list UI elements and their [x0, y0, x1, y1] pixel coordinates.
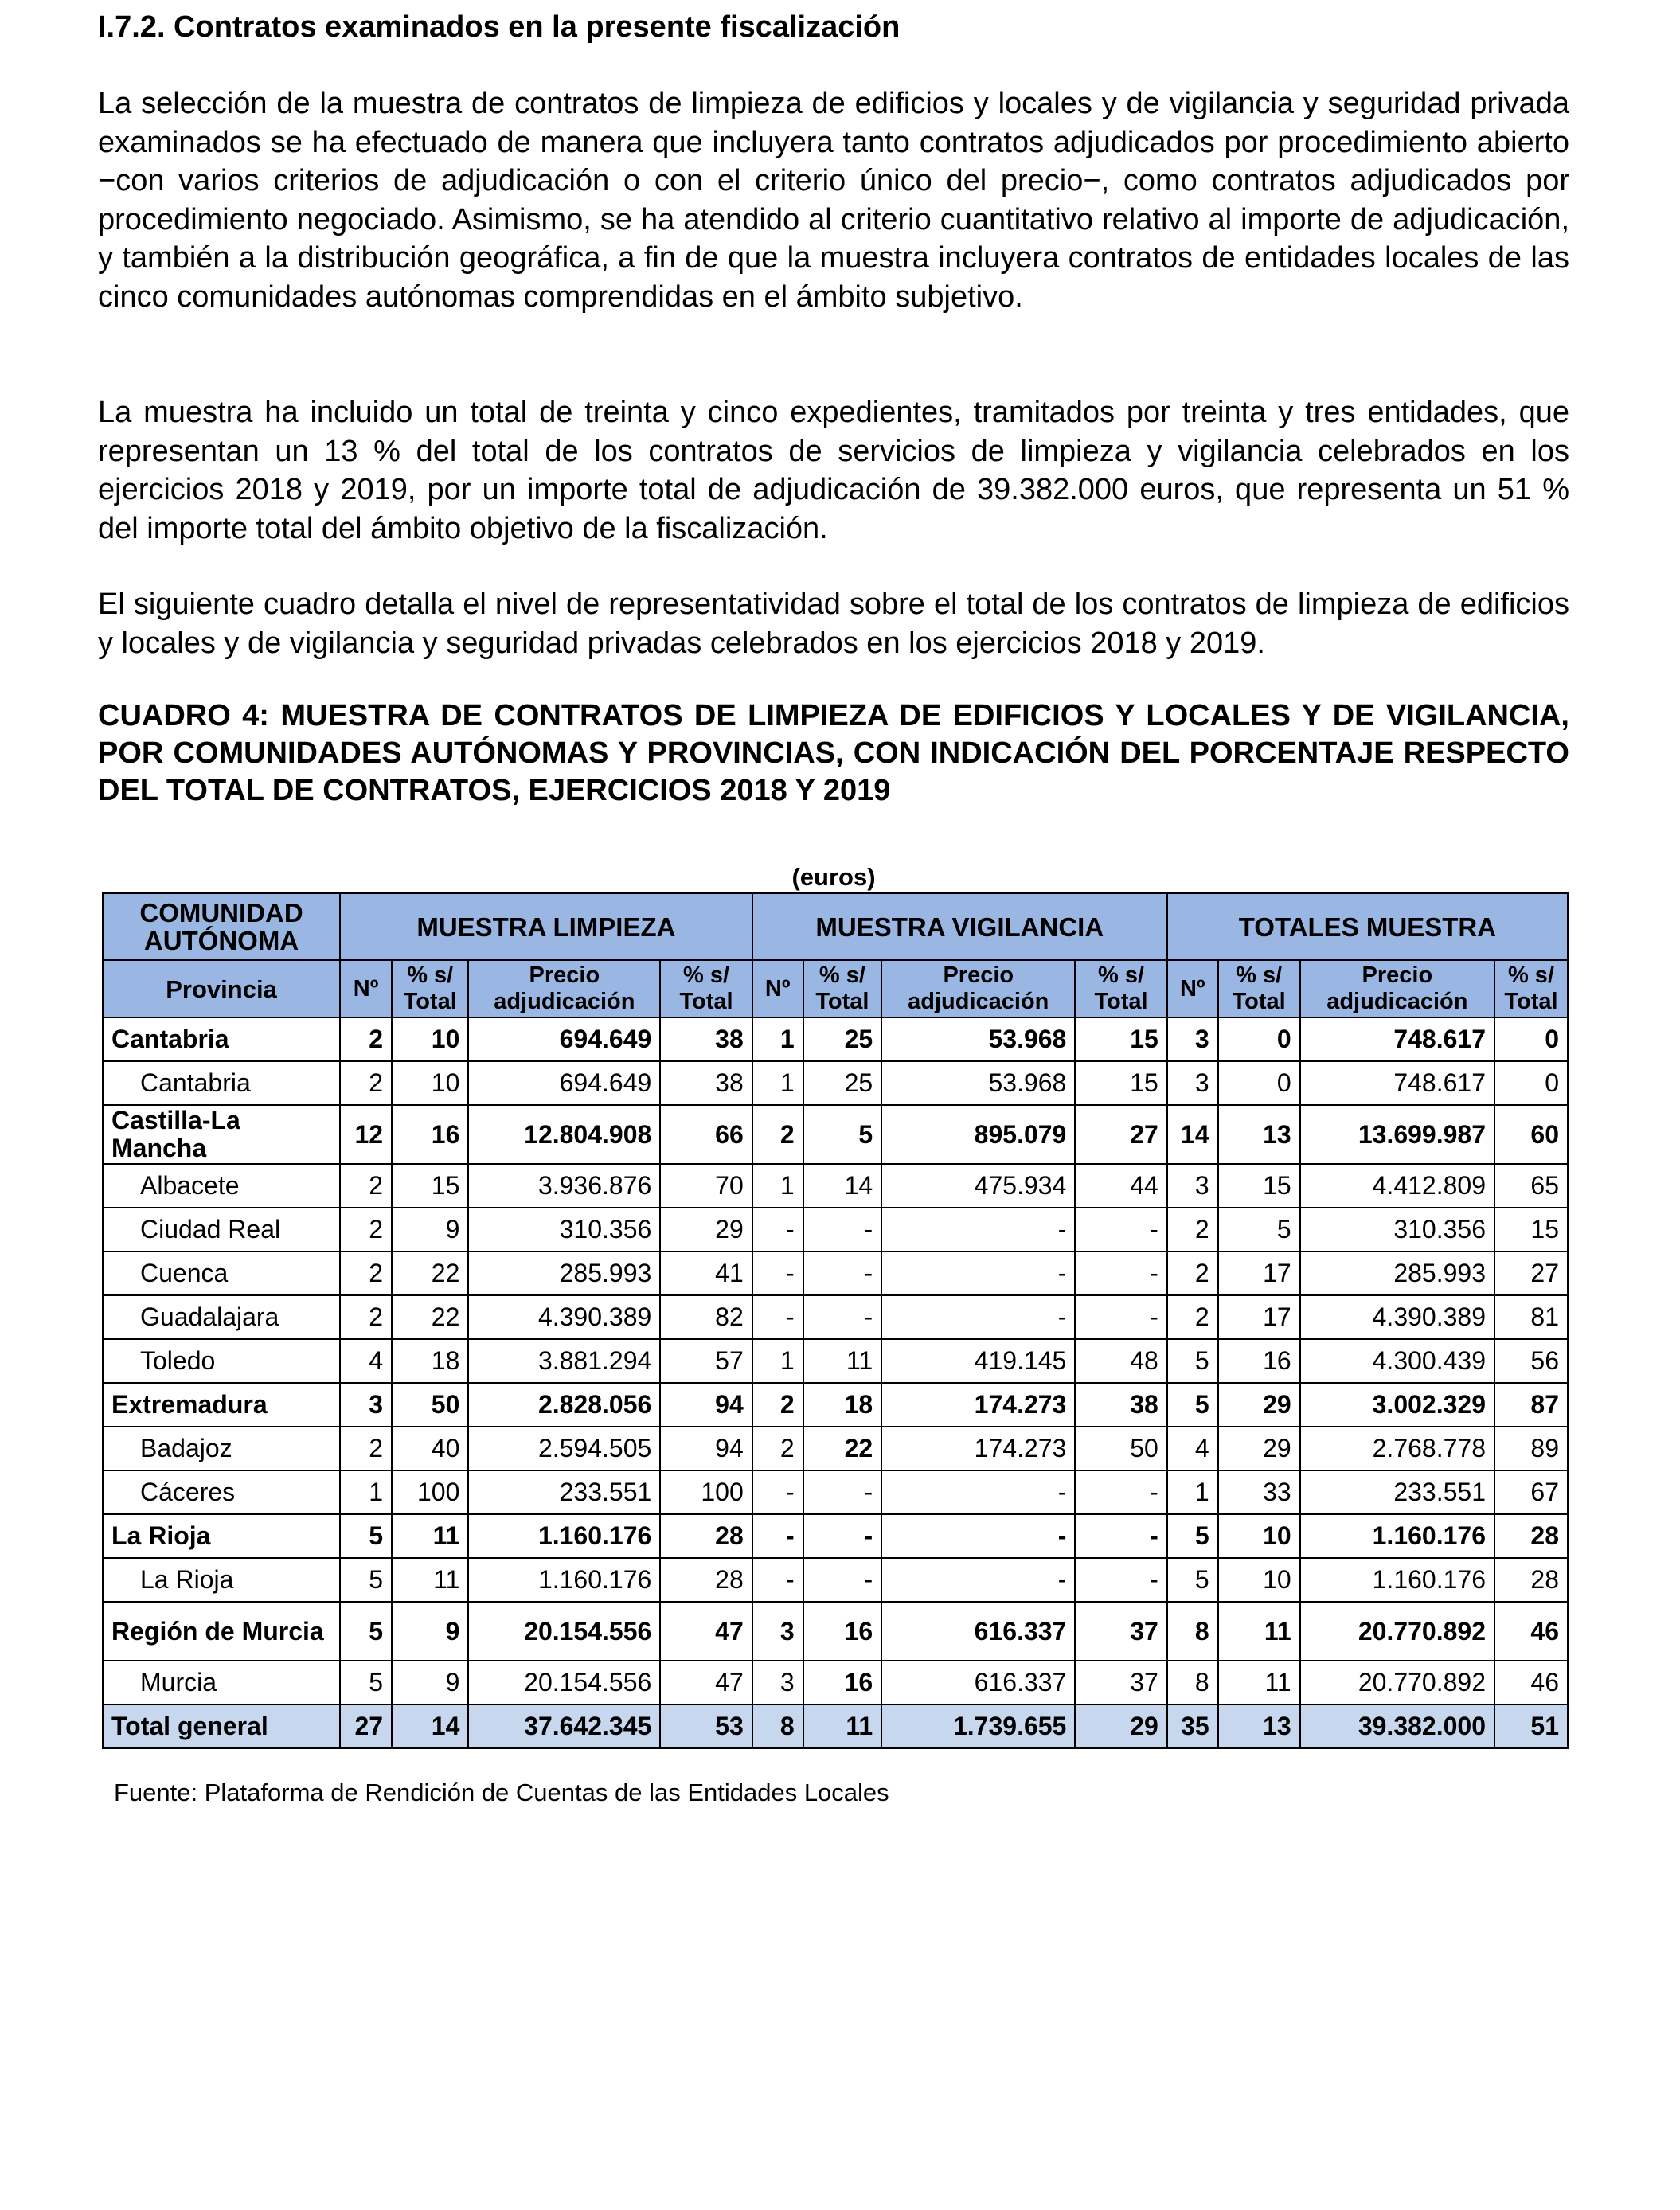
header-pct-total: % s/ Total — [1075, 960, 1166, 1017]
table-region-row — [103, 1514, 1568, 1558]
cell-vig-no: 3 — [752, 1661, 803, 1704]
cell-vig-no: 2 — [752, 1427, 803, 1470]
cell-vig-precio: 616.337 — [881, 1661, 1075, 1704]
cell-vig-no: 8 — [752, 1704, 803, 1748]
cell-vig-pct-total: 15 — [1075, 1061, 1166, 1105]
cell-comunidad: Extremadura — [103, 1383, 340, 1427]
table-row — [103, 1427, 1568, 1470]
cell-tot-precio: 4.412.809 — [1300, 1164, 1494, 1208]
cell-tot-pct-total: 89 — [1494, 1427, 1568, 1470]
cell-tot-pct-total: 5 — [1218, 1208, 1300, 1251]
cell-tot-no: 5 — [1167, 1558, 1218, 1602]
paragraph-sample-size: La muestra ha incluido un total de treinta y cinco expedientes, tramitados por treinta y tres entidades, que representan un 13 % del total de los contratos de servicios de limpieza y vigilancia celebrados en los ejercicios 2018 y 2019, por un importe total de adjudicación de 39.382.000 euros, que representa un 51 % del importe total del ámbito objetivo de la fiscalización. — [98, 396, 1569, 545]
cell-tot-pct-total: 0 — [1494, 1017, 1568, 1061]
cell-vig-no: 1 — [752, 1017, 803, 1061]
cell-tot-pct-total: 87 — [1494, 1383, 1568, 1427]
cell-lim-pct-total: 38 — [660, 1061, 752, 1105]
cell-lim-pct-total: 10 — [392, 1061, 468, 1105]
table-row — [103, 1558, 1568, 1602]
cell-tot-pct-total: 29 — [1218, 1427, 1300, 1470]
cell-lim-pct-total: 18 — [392, 1339, 468, 1383]
table-region-row — [103, 1602, 1568, 1661]
cell-tot-no: 5 — [1167, 1383, 1218, 1427]
cell-tot-precio: 2.768.778 — [1300, 1427, 1494, 1470]
cell-provincia: Ciudad Real — [103, 1208, 340, 1251]
cell-provincia: Badajoz — [103, 1427, 340, 1470]
header-precio-adjudicacion: Precio adjudicación — [881, 960, 1075, 1017]
cell-lim-precio: 3.881.294 — [468, 1339, 660, 1383]
cell-vig-pct-total: 29 — [1075, 1704, 1166, 1748]
cell-tot-precio: 20.770.892 — [1300, 1661, 1494, 1704]
table-row — [103, 1339, 1568, 1383]
cell-vig-pct-total: 50 — [1075, 1427, 1166, 1470]
cell-lim-pct-total: 22 — [392, 1295, 468, 1339]
header-pct-total: % s/ Total — [660, 960, 752, 1017]
cell-lim-pct-total: 94 — [660, 1427, 752, 1470]
cell-tot-pct-total: 28 — [1494, 1558, 1568, 1602]
cell-lim-pct-total: 14 — [392, 1704, 468, 1748]
cell-vig-pct-total: 5 — [803, 1105, 882, 1164]
cell-tot-pct-total: 0 — [1218, 1061, 1300, 1105]
cell-tot-precio: 3.002.329 — [1300, 1383, 1494, 1427]
cell-vig-pct-total: 11 — [803, 1339, 882, 1383]
cell-vig-pct-total: - — [803, 1208, 882, 1251]
cell-comunidad: Cantabria — [103, 1017, 340, 1061]
cell-lim-pct-total: 50 — [392, 1383, 468, 1427]
cell-vig-no: - — [752, 1558, 803, 1602]
cell-vig-pct-total: 14 — [803, 1164, 882, 1208]
cell-comunidad: Castilla-La Mancha — [103, 1105, 340, 1164]
table-region-row — [103, 1017, 1568, 1061]
cell-lim-precio: 4.390.389 — [468, 1295, 660, 1339]
cell-tot-pct-total: 27 — [1494, 1251, 1568, 1295]
cell-tot-no: 35 — [1167, 1704, 1218, 1748]
table-row — [103, 1295, 1568, 1339]
cell-lim-pct-total: 47 — [660, 1661, 752, 1704]
cell-tot-precio: 285.993 — [1300, 1251, 1494, 1295]
cell-lim-no: 4 — [340, 1339, 392, 1383]
cell-vig-pct-total: 16 — [803, 1602, 882, 1661]
cell-vig-precio: - — [881, 1514, 1075, 1558]
header-pct-total: % s/ Total — [803, 960, 882, 1017]
cell-vig-pct-total: 48 — [1075, 1339, 1166, 1383]
cell-lim-pct-total: 57 — [660, 1339, 752, 1383]
cell-vig-no: 2 — [752, 1105, 803, 1164]
cell-vig-pct-total: - — [1075, 1470, 1166, 1514]
table-source: Fuente: Plataforma de Rendición de Cuentas de las Entidades Locales — [114, 1779, 889, 1806]
cell-lim-pct-total: 16 — [392, 1105, 468, 1164]
cell-tot-precio: 13.699.987 — [1300, 1105, 1494, 1164]
cell-tot-pct-total: 11 — [1218, 1661, 1300, 1704]
cell-lim-pct-total: 9 — [392, 1661, 468, 1704]
cell-tot-no: 1 — [1167, 1470, 1218, 1514]
cell-tot-precio: 748.617 — [1300, 1017, 1494, 1061]
header-pct-total: % s/ Total — [392, 960, 468, 1017]
cell-vig-pct-total: 15 — [1075, 1017, 1166, 1061]
header-totales-muestra: TOTALES MUESTRA — [1167, 893, 1568, 960]
cell-vig-pct-total: - — [803, 1295, 882, 1339]
cell-vig-precio: - — [881, 1295, 1075, 1339]
cell-tot-no: 8 — [1167, 1602, 1218, 1661]
cell-lim-precio: 233.551 — [468, 1470, 660, 1514]
cell-lim-precio: 2.828.056 — [468, 1383, 660, 1427]
cell-lim-precio: 20.154.556 — [468, 1661, 660, 1704]
cell-lim-pct-total: 82 — [660, 1295, 752, 1339]
cell-tot-pct-total: 56 — [1494, 1339, 1568, 1383]
table-row — [103, 1251, 1568, 1295]
cell-tot-pct-total: 29 — [1218, 1383, 1300, 1427]
cell-vig-no: - — [752, 1208, 803, 1251]
cell-lim-pct-total: 100 — [392, 1470, 468, 1514]
cell-tot-pct-total: 16 — [1218, 1339, 1300, 1383]
cell-lim-precio: 20.154.556 — [468, 1602, 660, 1661]
cell-vig-precio: 475.934 — [881, 1164, 1075, 1208]
cell-vig-no: 2 — [752, 1383, 803, 1427]
cell-lim-pct-total: 53 — [660, 1704, 752, 1748]
cell-lim-pct-total: 28 — [660, 1514, 752, 1558]
cell-tot-pct-total: 15 — [1218, 1164, 1300, 1208]
cell-vig-precio: 174.273 — [881, 1383, 1075, 1427]
table-row — [103, 1661, 1568, 1704]
cell-lim-pct-total: 28 — [660, 1558, 752, 1602]
cell-provincia: Albacete — [103, 1164, 340, 1208]
cell-lim-precio: 3.936.876 — [468, 1164, 660, 1208]
header-no: Nº — [752, 960, 803, 1017]
cell-tot-pct-total: 46 — [1494, 1661, 1568, 1704]
cell-vig-pct-total: - — [1075, 1514, 1166, 1558]
header-pct-total: % s/ Total — [1218, 960, 1300, 1017]
cell-lim-pct-total: 29 — [660, 1208, 752, 1251]
cell-tot-precio: 1.160.176 — [1300, 1558, 1494, 1602]
cell-provincia: Murcia — [103, 1661, 340, 1704]
cell-vig-pct-total: 25 — [803, 1061, 882, 1105]
section-heading: I.7.2. Contratos examinados en la presente fiscalización — [98, 10, 901, 44]
cell-vig-pct-total: 37 — [1075, 1602, 1166, 1661]
sample-contracts-table — [102, 892, 1569, 1749]
cell-vig-precio: 895.079 — [881, 1105, 1075, 1164]
cell-lim-no: 2 — [340, 1164, 392, 1208]
cell-tot-no: 14 — [1167, 1105, 1218, 1164]
cell-vig-pct-total: - — [1075, 1558, 1166, 1602]
cell-vig-pct-total: 38 — [1075, 1383, 1166, 1427]
cell-tot-precio: 20.770.892 — [1300, 1602, 1494, 1661]
header-muestra-vigilancia: MUESTRA VIGILANCIA — [752, 893, 1167, 960]
cell-vig-pct-total: 11 — [803, 1704, 882, 1748]
cell-vig-pct-total: - — [1075, 1251, 1166, 1295]
table-caption: CUADRO 4: MUESTRA DE CONTRATOS DE LIMPIEZA DE EDIFICIOS Y LOCALES Y DE VIGILANCIA, POR COMUNIDADES AUTÓNOMAS Y PROVINCIAS, CON INDICACIÓN DEL PORCENTAJE RESPECTO DEL TOTAL DE CONTRATOS, EJERCICIOS 2018 Y 2019 — [98, 699, 1569, 807]
cell-lim-no: 1 — [340, 1470, 392, 1514]
cell-lim-no: 3 — [340, 1383, 392, 1427]
table-units: (euros) — [791, 863, 876, 891]
header-no: Nº — [340, 960, 392, 1017]
cell-lim-precio: 285.993 — [468, 1251, 660, 1295]
table-region-row — [103, 1383, 1568, 1427]
cell-provincia: Toledo — [103, 1339, 340, 1383]
cell-lim-pct-total: 100 — [660, 1470, 752, 1514]
cell-tot-pct-total: 67 — [1494, 1470, 1568, 1514]
cell-lim-pct-total: 41 — [660, 1251, 752, 1295]
header-precio-adjudicacion: Precio adjudicación — [468, 960, 660, 1017]
cell-lim-no: 5 — [340, 1514, 392, 1558]
cell-vig-pct-total: - — [803, 1470, 882, 1514]
cell-tot-no: 3 — [1167, 1017, 1218, 1061]
cell-lim-pct-total: 47 — [660, 1602, 752, 1661]
cell-vig-precio: - — [881, 1558, 1075, 1602]
cell-tot-pct-total: 33 — [1218, 1470, 1300, 1514]
cell-provincia: Cáceres — [103, 1470, 340, 1514]
cell-vig-no: 1 — [752, 1339, 803, 1383]
table-row — [103, 1061, 1568, 1105]
cell-tot-precio: 39.382.000 — [1300, 1704, 1494, 1748]
cell-vig-precio: 616.337 — [881, 1602, 1075, 1661]
cell-vig-pct-total: - — [803, 1514, 882, 1558]
paragraph-sample-selection: La selección de la muestra de contratos de limpieza de edificios y locales y de vigilancia y seguridad privada examinados se ha efectuado de manera que incluyera tanto contratos adjudicados por procedimiento abierto −con varios criterios de adjudicación o con el criterio único del precio−, como contratos adjudicados por procedimiento negociado. Asimismo, se ha atendido al criterio cuantitativo relativo al importe de adjudicación, y también a la distribución geográfica, a fin de que la muestra incluyera contratos de entidades locales de las cinco comunidades autónomas comprendidas en el ámbito subjetivo. — [98, 87, 1569, 314]
cell-vig-no: 1 — [752, 1164, 803, 1208]
header-muestra-limpieza: MUESTRA LIMPIEZA — [340, 893, 752, 960]
cell-vig-pct-total: 16 — [803, 1661, 882, 1704]
cell-comunidad: La Rioja — [103, 1514, 340, 1558]
cell-vig-pct-total: 27 — [1075, 1105, 1166, 1164]
cell-tot-no: 5 — [1167, 1514, 1218, 1558]
table-row — [103, 1208, 1568, 1251]
cell-lim-precio: 694.649 — [468, 1017, 660, 1061]
cell-lim-no: 2 — [340, 1427, 392, 1470]
cell-tot-pct-total: 60 — [1494, 1105, 1568, 1164]
cell-lim-no: 2 — [340, 1017, 392, 1061]
cell-tot-pct-total: 17 — [1218, 1295, 1300, 1339]
cell-lim-pct-total: 22 — [392, 1251, 468, 1295]
cell-comunidad: Total general — [103, 1704, 340, 1748]
cell-vig-no: - — [752, 1295, 803, 1339]
cell-tot-pct-total: 51 — [1494, 1704, 1568, 1748]
cell-tot-precio: 4.390.389 — [1300, 1295, 1494, 1339]
header-precio-adjudicacion: Precio adjudicación — [1300, 960, 1494, 1017]
cell-tot-pct-total: 28 — [1494, 1514, 1568, 1558]
cell-lim-pct-total: 9 — [392, 1602, 468, 1661]
cell-vig-no: 3 — [752, 1602, 803, 1661]
cell-tot-no: 2 — [1167, 1208, 1218, 1251]
cell-vig-pct-total: 18 — [803, 1383, 882, 1427]
cell-lim-precio: 694.649 — [468, 1061, 660, 1105]
cell-lim-no: 2 — [340, 1061, 392, 1105]
cell-provincia: Guadalajara — [103, 1295, 340, 1339]
cell-tot-precio: 4.300.439 — [1300, 1339, 1494, 1383]
cell-vig-pct-total: 22 — [803, 1427, 882, 1470]
cell-tot-pct-total: 10 — [1218, 1558, 1300, 1602]
cell-lim-pct-total: 70 — [660, 1164, 752, 1208]
cell-lim-pct-total: 11 — [392, 1558, 468, 1602]
cell-tot-no: 2 — [1167, 1295, 1218, 1339]
cell-vig-precio: - — [881, 1208, 1075, 1251]
header-no: Nº — [1167, 960, 1218, 1017]
header-comunidad-autonoma: COMUNIDAD AUTÓNOMA — [103, 893, 340, 960]
header-provincia: Provincia — [103, 960, 340, 1017]
cell-tot-precio: 1.160.176 — [1300, 1514, 1494, 1558]
cell-lim-precio: 37.642.345 — [468, 1704, 660, 1748]
cell-lim-no: 5 — [340, 1661, 392, 1704]
cell-lim-no: 2 — [340, 1251, 392, 1295]
cell-vig-no: - — [752, 1514, 803, 1558]
cell-tot-pct-total: 13 — [1218, 1105, 1300, 1164]
cell-vig-precio: - — [881, 1251, 1075, 1295]
cell-vig-no: - — [752, 1470, 803, 1514]
paragraph-table-intro: El siguiente cuadro detalla el nivel de representatividad sobre el total de los contratos de limpieza de edificios y locales y de vigilancia y seguridad privadas celebrados en los ejercicios 2018 y 2019. — [98, 588, 1569, 660]
cell-vig-pct-total: 25 — [803, 1017, 882, 1061]
cell-tot-pct-total: 17 — [1218, 1251, 1300, 1295]
cell-lim-no: 12 — [340, 1105, 392, 1164]
cell-lim-pct-total: 94 — [660, 1383, 752, 1427]
cell-lim-pct-total: 38 — [660, 1017, 752, 1061]
table-total-row — [103, 1704, 1568, 1748]
cell-vig-precio: 419.145 — [881, 1339, 1075, 1383]
cell-vig-precio: 1.739.655 — [881, 1704, 1075, 1748]
cell-tot-no: 5 — [1167, 1339, 1218, 1383]
table-row — [103, 1164, 1568, 1208]
cell-lim-no: 2 — [340, 1295, 392, 1339]
cell-lim-pct-total: 66 — [660, 1105, 752, 1164]
cell-vig-precio: 174.273 — [881, 1427, 1075, 1470]
cell-vig-pct-total: - — [803, 1251, 882, 1295]
cell-vig-pct-total: 44 — [1075, 1164, 1166, 1208]
cell-lim-pct-total: 11 — [392, 1514, 468, 1558]
cell-tot-pct-total: 15 — [1494, 1208, 1568, 1251]
cell-lim-no: 5 — [340, 1602, 392, 1661]
cell-lim-no: 27 — [340, 1704, 392, 1748]
cell-tot-no: 3 — [1167, 1061, 1218, 1105]
cell-lim-no: 5 — [340, 1558, 392, 1602]
cell-vig-precio: - — [881, 1470, 1075, 1514]
cell-lim-precio: 1.160.176 — [468, 1558, 660, 1602]
cell-tot-no: 3 — [1167, 1164, 1218, 1208]
cell-lim-precio: 12.804.908 — [468, 1105, 660, 1164]
cell-vig-pct-total: - — [803, 1558, 882, 1602]
cell-tot-no: 2 — [1167, 1251, 1218, 1295]
cell-lim-pct-total: 40 — [392, 1427, 468, 1470]
cell-vig-precio: 53.968 — [881, 1017, 1075, 1061]
cell-vig-pct-total: 37 — [1075, 1661, 1166, 1704]
cell-lim-precio: 2.594.505 — [468, 1427, 660, 1470]
cell-tot-pct-total: 81 — [1494, 1295, 1568, 1339]
cell-tot-pct-total: 0 — [1218, 1017, 1300, 1061]
cell-vig-pct-total: - — [1075, 1208, 1166, 1251]
cell-tot-pct-total: 65 — [1494, 1164, 1568, 1208]
table-region-row — [103, 1105, 1568, 1164]
cell-lim-precio: 1.160.176 — [468, 1514, 660, 1558]
table-row — [103, 1470, 1568, 1514]
cell-tot-pct-total: 46 — [1494, 1602, 1568, 1661]
cell-provincia: Cantabria — [103, 1061, 340, 1105]
cell-tot-pct-total: 13 — [1218, 1704, 1300, 1748]
header-pct-total: % s/ Total — [1494, 960, 1568, 1017]
table-body — [103, 1017, 1568, 1748]
cell-tot-precio: 233.551 — [1300, 1470, 1494, 1514]
cell-lim-pct-total: 9 — [392, 1208, 468, 1251]
cell-vig-no: - — [752, 1251, 803, 1295]
cell-tot-no: 4 — [1167, 1427, 1218, 1470]
cell-vig-pct-total: - — [1075, 1295, 1166, 1339]
cell-provincia: La Rioja — [103, 1558, 340, 1602]
cell-tot-pct-total: 11 — [1218, 1602, 1300, 1661]
cell-lim-pct-total: 10 — [392, 1017, 468, 1061]
cell-tot-precio: 310.356 — [1300, 1208, 1494, 1251]
cell-tot-pct-total: 0 — [1494, 1061, 1568, 1105]
cell-lim-pct-total: 15 — [392, 1164, 468, 1208]
cell-lim-no: 2 — [340, 1208, 392, 1251]
cell-tot-precio: 748.617 — [1300, 1061, 1494, 1105]
cell-lim-precio: 310.356 — [468, 1208, 660, 1251]
cell-provincia: Cuenca — [103, 1251, 340, 1295]
cell-vig-no: 1 — [752, 1061, 803, 1105]
cell-vig-precio: 53.968 — [881, 1061, 1075, 1105]
cell-tot-pct-total: 10 — [1218, 1514, 1300, 1558]
cell-comunidad: Región de Murcia — [103, 1602, 340, 1661]
cell-tot-no: 8 — [1167, 1661, 1218, 1704]
